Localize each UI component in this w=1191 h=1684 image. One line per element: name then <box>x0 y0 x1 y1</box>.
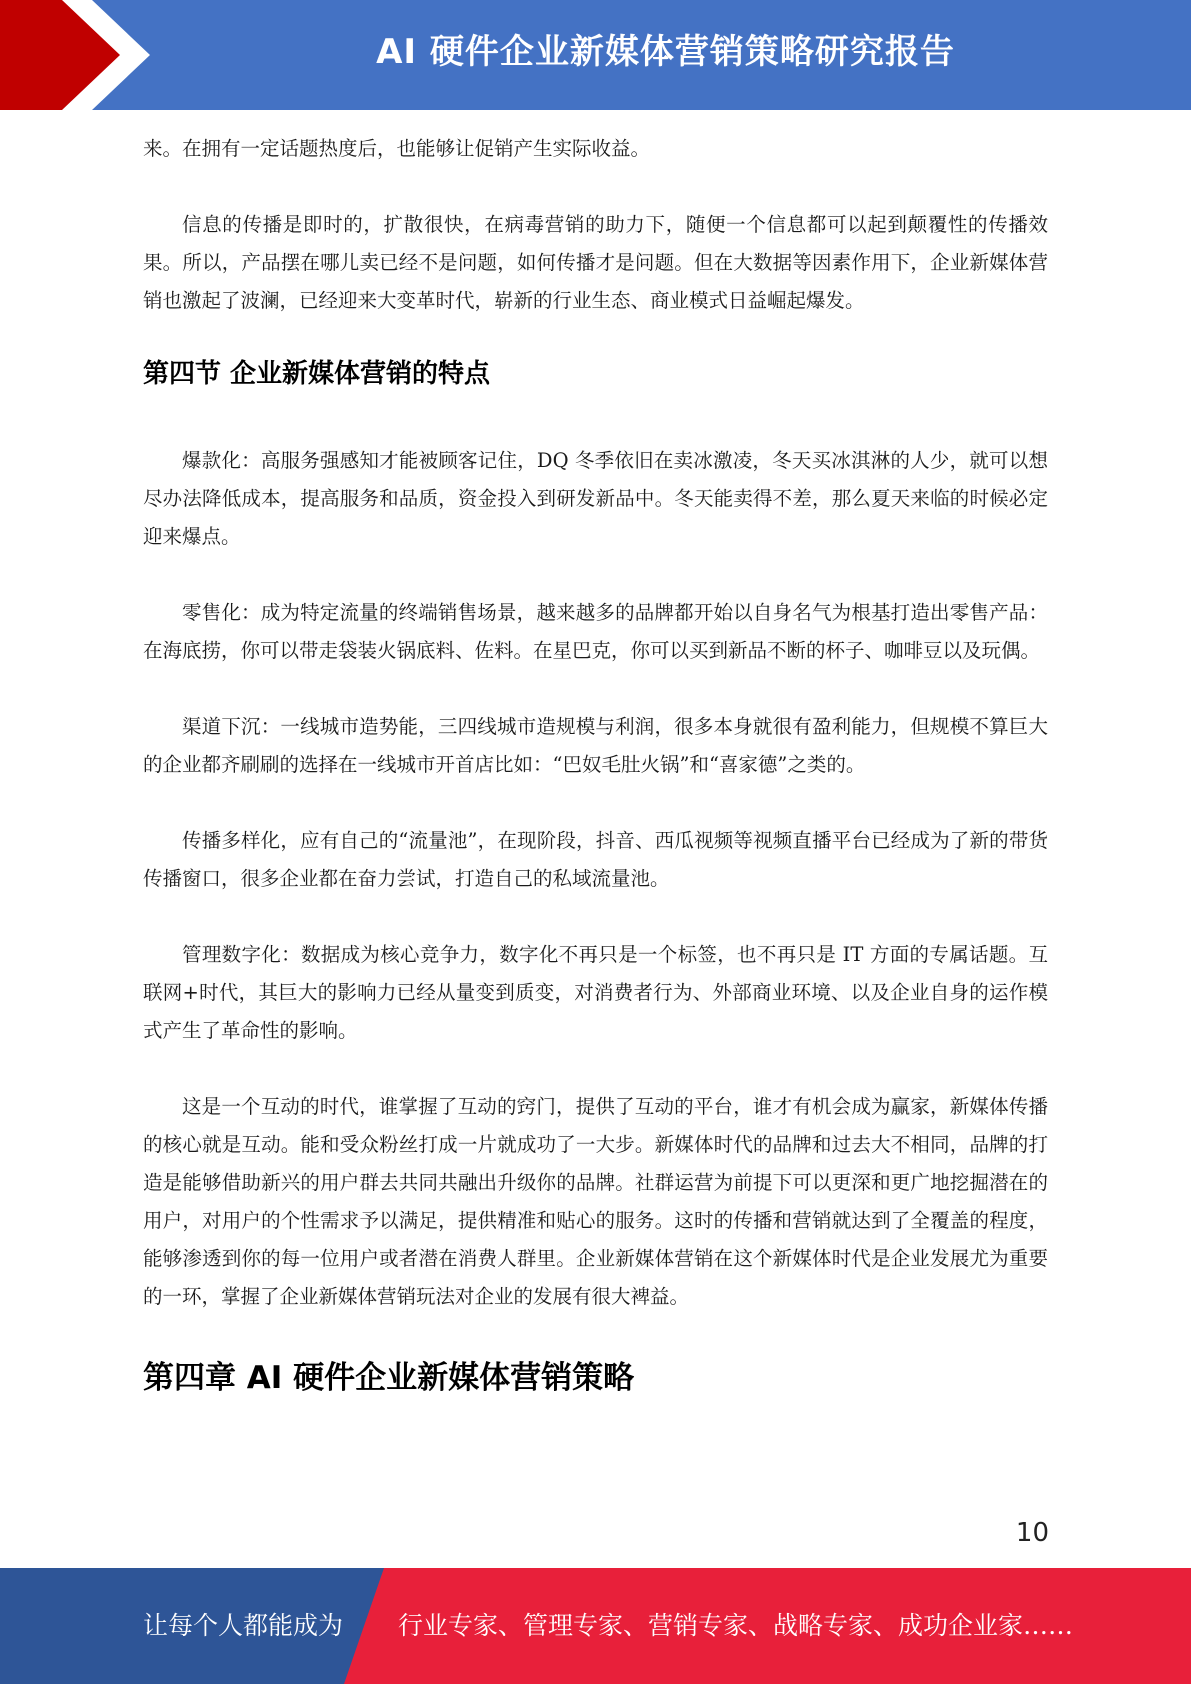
paragraph-retail: 零售化：成为特定流量的终端销售场景，越来越多的品牌都开始以自身名气为根基打造出零售产品：在海底捞，你可以带走袋装火锅底料、佐料。在星巴克，你可以买到新品不断的杯子、咖啡豆以及玩偶。 <box>143 601 1048 662</box>
document-body <box>143 130 1048 1400</box>
chapter-heading: 第四章 AI 硬件企业新媒体营销策略 <box>143 1360 635 1396</box>
paragraph-digital: 管理数字化：数据成为核心竞争力，数字化不再只是一个标签，也不再只是 IT 方面的专属话题。互联网+时代，其巨大的影响力已经从量变到质变，对消费者行为、外部商业环境、以及企业自身的运作模式产生了革命性的影响。 <box>143 943 1048 1042</box>
page-number: 10 <box>1015 1518 1049 1548</box>
paragraph-spread: 信息的传播是即时的，扩散很快，在病毒营销的助力下，随便一个信息都可以起到颠覆性的传播效果。所以，产品摆在哪儿卖已经不是问题，如何传播才是问题。但在大数据等因素作用下，企业新媒体营销也激起了波澜，已经迎来大变革时代，崭新的行业生态、商业模式日益崛起爆发。 <box>143 213 1048 312</box>
section-heading: 第四节 企业新媒体营销的特点 <box>143 359 491 389</box>
paragraph-channel: 渠道下沉：一线城市造势能，三四线城市造规模与利润，很多本身就很有盈利能力，但规模不算巨大的企业都齐刷刷的选择在一线城市开首店比如：“巴奴毛肚火锅”和“喜家德”之类的。 <box>143 715 1048 776</box>
paragraph-continuation: 来。在拥有一定话题热度后，也能够让促销产生实际收益。 <box>143 137 651 160</box>
paragraph-diverse: 传播多样化，应有自己的“流量池”，在现阶段，抖音、西瓜视频等视频直播平台已经成为了新的带货传播窗口，很多企业都在奋力尝试，打造自己的私域流量池。 <box>143 829 1048 890</box>
header-arrow-icon <box>0 0 160 110</box>
paragraph-interaction: 这是一个互动的时代，谁掌握了互动的窍门，提供了互动的平台，谁才有机会成为赢家，新媒体传播的核心就是互动。能和受众粉丝打成一片就成功了一大步。新媒体时代的品牌和过去大不相同，品牌的打造是能够借助新兴的用户群去共同共融出升级你的品牌。社群运营为前提下可以更深和更广地挖掘潜在的用户，对用户的个性需求予以满足，提供精准和贴心的服务。这时的传播和营销就达到了全覆盖的程度，能够渗透到你的每一位用户或者潜在消费人群里。企业新媒体营销在这个新媒体时代是企业发展尤为重要的一环，掌握了企业新媒体营销玩法对企业的发展有很大裨益。 <box>143 1095 1048 1308</box>
page-header <box>0 0 1191 110</box>
report-title: AI 硬件企业新媒体营销策略研究报告 <box>376 32 955 72</box>
page-footer <box>0 1568 1191 1684</box>
footer-slogan-right: 行业专家、管理专家、营销专家、战略专家、成功企业家…… <box>398 1611 1074 1640</box>
paragraph-hit-product: 爆款化：高服务强感知才能被顾客记住，DQ 冬季依旧在卖冰激凌，冬天买冰淇淋的人少，就可以想尽办法降低成本，提高服务和品质，资金投入到研发新品中。冬天能卖得不差，那么夏天来临的时候必定迎来爆点。 <box>143 449 1048 548</box>
footer-slogan-left: 让每个人都能成为 <box>143 1611 344 1640</box>
